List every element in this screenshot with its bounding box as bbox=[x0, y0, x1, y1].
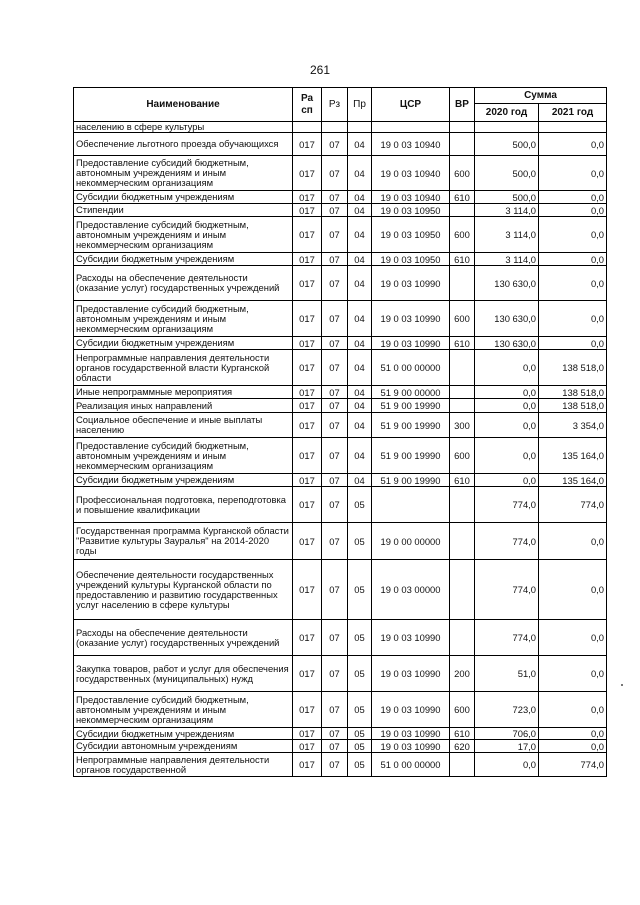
cell-ra: 017 bbox=[293, 487, 322, 523]
cell-y2021 bbox=[539, 122, 607, 133]
cell-y2021: 0,0 bbox=[539, 740, 607, 753]
cell-pr bbox=[348, 122, 372, 133]
table-row bbox=[74, 474, 607, 487]
cell-name: Субсидии бюджетным учреждениям bbox=[74, 253, 293, 266]
scan-speck bbox=[621, 684, 623, 686]
cell-rz: 07 bbox=[322, 753, 348, 777]
cell-vr bbox=[450, 560, 475, 620]
cell-y2021: 0,0 bbox=[539, 266, 607, 301]
cell-pr: 05 bbox=[348, 620, 372, 656]
cell-pr: 05 bbox=[348, 740, 372, 753]
cell-y2021: 0,0 bbox=[539, 217, 607, 253]
cell-y2021: 0,0 bbox=[539, 728, 607, 740]
cell-rz: 07 bbox=[322, 301, 348, 337]
cell-vr: 600 bbox=[450, 692, 475, 728]
table-row bbox=[74, 399, 607, 413]
header-2020: 2020 год bbox=[475, 104, 539, 122]
cell-vr bbox=[450, 620, 475, 656]
cell-name: Расходы на обеспечение деятельности (оказание услуг) государственных учреждений bbox=[74, 620, 293, 656]
cell-y2021: 3 354,0 bbox=[539, 413, 607, 438]
cell-pr: 04 bbox=[348, 399, 372, 413]
cell-vr: 620 bbox=[450, 740, 475, 753]
table-row bbox=[74, 301, 607, 337]
cell-y2020: 0,0 bbox=[475, 413, 539, 438]
cell-pr: 04 bbox=[348, 253, 372, 266]
cell-pr: 04 bbox=[348, 266, 372, 301]
cell-name: Непрограммные направления деятельности органов государственной власти Курганской области bbox=[74, 350, 293, 386]
cell-y2020: 3 114,0 bbox=[475, 217, 539, 253]
cell-vr: 600 bbox=[450, 156, 475, 191]
cell-rz: 07 bbox=[322, 620, 348, 656]
cell-y2020: 130 630,0 bbox=[475, 337, 539, 350]
cell-y2021: 135 164,0 bbox=[539, 438, 607, 474]
cell-vr bbox=[450, 350, 475, 386]
cell-name: Субсидии бюджетным учреждениям bbox=[74, 728, 293, 740]
cell-y2020: 500,0 bbox=[475, 156, 539, 191]
cell-ra: 017 bbox=[293, 692, 322, 728]
cell-vr: 610 bbox=[450, 474, 475, 487]
cell-y2020: 3 114,0 bbox=[475, 204, 539, 217]
cell-vr bbox=[450, 386, 475, 399]
cell-name: Профессиональная подготовка, переподготовка и повышение квалификации bbox=[74, 487, 293, 523]
cell-csr: 19 0 03 10990 bbox=[372, 728, 450, 740]
cell-pr: 05 bbox=[348, 560, 372, 620]
table-row bbox=[74, 753, 607, 777]
cell-name: Предоставление субсидий бюджетным, автономным учреждениям и иным некоммерческим организациям bbox=[74, 692, 293, 728]
cell-y2020: 130 630,0 bbox=[475, 301, 539, 337]
table-row bbox=[74, 122, 607, 133]
cell-name: Предоставление субсидий бюджетным, автономным учреждениям и иным некоммерческим организациям bbox=[74, 217, 293, 253]
cell-csr: 19 0 03 10940 bbox=[372, 133, 450, 156]
cell-ra: 017 bbox=[293, 740, 322, 753]
table-row bbox=[74, 438, 607, 474]
cell-csr: 19 0 03 10990 bbox=[372, 266, 450, 301]
cell-ra: 017 bbox=[293, 386, 322, 399]
cell-y2020: 774,0 bbox=[475, 487, 539, 523]
cell-rz: 07 bbox=[322, 399, 348, 413]
cell-pr: 04 bbox=[348, 217, 372, 253]
table-row bbox=[74, 204, 607, 217]
cell-pr: 04 bbox=[348, 191, 372, 204]
budget-table bbox=[73, 87, 607, 777]
cell-ra: 017 bbox=[293, 266, 322, 301]
cell-y2020: 706,0 bbox=[475, 728, 539, 740]
cell-vr: 610 bbox=[450, 337, 475, 350]
cell-ra: 017 bbox=[293, 438, 322, 474]
cell-csr: 51 9 00 19990 bbox=[372, 438, 450, 474]
cell-csr: 51 9 00 00000 bbox=[372, 386, 450, 399]
cell-y2020: 51,0 bbox=[475, 656, 539, 692]
cell-csr: 51 0 00 00000 bbox=[372, 350, 450, 386]
table-row bbox=[74, 560, 607, 620]
cell-name: Непрограммные направления деятельности органов государственной bbox=[74, 753, 293, 777]
header-rasp: Ра сп bbox=[293, 88, 322, 122]
cell-y2021: 0,0 bbox=[539, 301, 607, 337]
cell-vr: 300 bbox=[450, 413, 475, 438]
cell-y2020: 0,0 bbox=[475, 350, 539, 386]
cell-y2021: 0,0 bbox=[539, 337, 607, 350]
cell-pr: 05 bbox=[348, 523, 372, 560]
cell-vr bbox=[450, 523, 475, 560]
cell-y2020: 0,0 bbox=[475, 474, 539, 487]
cell-vr: 610 bbox=[450, 728, 475, 740]
cell-name: Закупка товаров, работ и услуг для обеспечения государственных (муниципальных) нужд bbox=[74, 656, 293, 692]
cell-rz: 07 bbox=[322, 728, 348, 740]
cell-y2021: 135 164,0 bbox=[539, 474, 607, 487]
cell-name: Социальное обеспечение и иные выплаты населению bbox=[74, 413, 293, 438]
cell-csr bbox=[372, 122, 450, 133]
cell-vr bbox=[450, 487, 475, 523]
table-row bbox=[74, 217, 607, 253]
cell-y2021: 0,0 bbox=[539, 692, 607, 728]
cell-name: Субсидии бюджетным учреждениям bbox=[74, 337, 293, 350]
table-row bbox=[74, 191, 607, 204]
cell-name: Расходы на обеспечение деятельности (оказание услуг) государственных учреждений bbox=[74, 266, 293, 301]
cell-rz: 07 bbox=[322, 487, 348, 523]
cell-y2021: 0,0 bbox=[539, 560, 607, 620]
cell-name: Субсидии бюджетным учреждениям bbox=[74, 191, 293, 204]
cell-csr: 51 9 00 19990 bbox=[372, 474, 450, 487]
cell-rz: 07 bbox=[322, 191, 348, 204]
cell-y2021: 774,0 bbox=[539, 753, 607, 777]
header-csr: ЦСР bbox=[372, 88, 450, 122]
cell-csr: 19 0 00 00000 bbox=[372, 523, 450, 560]
header-pr: Пр bbox=[348, 88, 372, 122]
cell-csr bbox=[372, 487, 450, 523]
cell-y2021: 0,0 bbox=[539, 133, 607, 156]
cell-vr bbox=[450, 753, 475, 777]
table-row bbox=[74, 487, 607, 523]
cell-vr bbox=[450, 266, 475, 301]
cell-csr: 19 0 03 10990 bbox=[372, 656, 450, 692]
cell-vr bbox=[450, 204, 475, 217]
cell-ra: 017 bbox=[293, 350, 322, 386]
cell-name: Иные непрограммные мероприятия bbox=[74, 386, 293, 399]
cell-rz: 07 bbox=[322, 350, 348, 386]
cell-y2020 bbox=[475, 122, 539, 133]
cell-pr: 04 bbox=[348, 438, 372, 474]
cell-ra: 017 bbox=[293, 753, 322, 777]
cell-ra: 017 bbox=[293, 620, 322, 656]
cell-name: Обеспечение льготного проезда обучающихся bbox=[74, 133, 293, 156]
cell-rz: 07 bbox=[322, 474, 348, 487]
cell-rz: 07 bbox=[322, 656, 348, 692]
cell-y2020: 723,0 bbox=[475, 692, 539, 728]
cell-y2020: 0,0 bbox=[475, 753, 539, 777]
cell-vr bbox=[450, 399, 475, 413]
cell-ra: 017 bbox=[293, 560, 322, 620]
cell-ra: 017 bbox=[293, 133, 322, 156]
cell-y2020: 500,0 bbox=[475, 191, 539, 204]
cell-ra bbox=[293, 122, 322, 133]
table-row bbox=[74, 337, 607, 350]
cell-csr: 19 0 03 10940 bbox=[372, 156, 450, 191]
table-row bbox=[74, 386, 607, 399]
cell-vr: 600 bbox=[450, 301, 475, 337]
cell-y2020: 0,0 bbox=[475, 386, 539, 399]
cell-y2020: 3 114,0 bbox=[475, 253, 539, 266]
cell-csr: 51 9 00 19990 bbox=[372, 413, 450, 438]
cell-rz: 07 bbox=[322, 413, 348, 438]
cell-y2021: 0,0 bbox=[539, 253, 607, 266]
cell-vr: 610 bbox=[450, 191, 475, 204]
cell-name: Реализация иных направлений bbox=[74, 399, 293, 413]
cell-rz: 07 bbox=[322, 692, 348, 728]
cell-y2021: 0,0 bbox=[539, 156, 607, 191]
header-sum: Сумма bbox=[475, 88, 607, 104]
cell-csr: 19 0 03 10990 bbox=[372, 740, 450, 753]
cell-pr: 04 bbox=[348, 337, 372, 350]
cell-vr: 600 bbox=[450, 438, 475, 474]
table-row bbox=[74, 523, 607, 560]
cell-pr: 04 bbox=[348, 350, 372, 386]
cell-vr bbox=[450, 133, 475, 156]
cell-rz: 07 bbox=[322, 156, 348, 191]
cell-name: Обеспечение деятельности государственных учреждений культуры Курганской области по предоставлению и развитию государственных услуг населению в сфере культуры bbox=[74, 560, 293, 620]
cell-y2020: 774,0 bbox=[475, 560, 539, 620]
cell-csr: 19 0 03 10990 bbox=[372, 301, 450, 337]
cell-pr: 04 bbox=[348, 301, 372, 337]
cell-pr: 05 bbox=[348, 753, 372, 777]
cell-y2021: 138 518,0 bbox=[539, 386, 607, 399]
cell-y2020: 130 630,0 bbox=[475, 266, 539, 301]
cell-name: населению в сфере культуры bbox=[74, 122, 293, 133]
header-name: Наименование bbox=[74, 88, 293, 122]
cell-csr: 19 0 03 10990 bbox=[372, 620, 450, 656]
cell-name: Субсидии бюджетным учреждениям bbox=[74, 474, 293, 487]
table-row bbox=[74, 253, 607, 266]
cell-pr: 05 bbox=[348, 656, 372, 692]
cell-csr: 19 0 03 10950 bbox=[372, 217, 450, 253]
cell-y2020: 774,0 bbox=[475, 523, 539, 560]
cell-y2021: 0,0 bbox=[539, 523, 607, 560]
cell-ra: 017 bbox=[293, 413, 322, 438]
cell-ra: 017 bbox=[293, 728, 322, 740]
page-number: 261 bbox=[309, 63, 331, 77]
cell-y2020: 0,0 bbox=[475, 399, 539, 413]
header-rz: Рз bbox=[322, 88, 348, 122]
table-row bbox=[74, 620, 607, 656]
cell-csr: 51 9 00 19990 bbox=[372, 399, 450, 413]
table-row bbox=[74, 350, 607, 386]
cell-pr: 04 bbox=[348, 204, 372, 217]
cell-rz: 07 bbox=[322, 133, 348, 156]
cell-csr: 51 0 00 00000 bbox=[372, 753, 450, 777]
cell-y2021: 138 518,0 bbox=[539, 399, 607, 413]
cell-rz bbox=[322, 122, 348, 133]
cell-y2021: 0,0 bbox=[539, 620, 607, 656]
cell-rz: 07 bbox=[322, 386, 348, 399]
cell-rz: 07 bbox=[322, 266, 348, 301]
table-row bbox=[74, 740, 607, 753]
cell-csr: 19 0 03 10990 bbox=[372, 337, 450, 350]
cell-name: Предоставление субсидий бюджетным, автономным учреждениям и иным некоммерческим организациям bbox=[74, 156, 293, 191]
cell-ra: 017 bbox=[293, 399, 322, 413]
cell-pr: 04 bbox=[348, 156, 372, 191]
cell-ra: 017 bbox=[293, 656, 322, 692]
table-body bbox=[74, 122, 607, 777]
cell-rz: 07 bbox=[322, 337, 348, 350]
cell-y2020: 17,0 bbox=[475, 740, 539, 753]
cell-rz: 07 bbox=[322, 523, 348, 560]
header-2021: 2021 год bbox=[539, 104, 607, 122]
cell-y2020: 774,0 bbox=[475, 620, 539, 656]
cell-y2020: 0,0 bbox=[475, 438, 539, 474]
cell-rz: 07 bbox=[322, 253, 348, 266]
cell-pr: 05 bbox=[348, 692, 372, 728]
cell-pr: 04 bbox=[348, 474, 372, 487]
cell-ra: 017 bbox=[293, 474, 322, 487]
cell-csr: 19 0 03 00000 bbox=[372, 560, 450, 620]
cell-name: Предоставление субсидий бюджетным, автономным учреждениям и иным некоммерческим организациям bbox=[74, 438, 293, 474]
cell-y2021: 0,0 bbox=[539, 191, 607, 204]
cell-ra: 017 bbox=[293, 253, 322, 266]
table-row bbox=[74, 728, 607, 740]
cell-ra: 017 bbox=[293, 523, 322, 560]
cell-csr: 19 0 03 10940 bbox=[372, 191, 450, 204]
cell-csr: 19 0 03 10950 bbox=[372, 253, 450, 266]
cell-pr: 05 bbox=[348, 728, 372, 740]
cell-rz: 07 bbox=[322, 204, 348, 217]
cell-csr: 19 0 03 10950 bbox=[372, 204, 450, 217]
cell-vr: 200 bbox=[450, 656, 475, 692]
cell-vr: 610 bbox=[450, 253, 475, 266]
table-row bbox=[74, 656, 607, 692]
cell-ra: 017 bbox=[293, 156, 322, 191]
cell-ra: 017 bbox=[293, 301, 322, 337]
cell-ra: 017 bbox=[293, 191, 322, 204]
cell-rz: 07 bbox=[322, 560, 348, 620]
table-row bbox=[74, 692, 607, 728]
cell-rz: 07 bbox=[322, 740, 348, 753]
cell-ra: 017 bbox=[293, 217, 322, 253]
table-row bbox=[74, 413, 607, 438]
cell-y2020: 500,0 bbox=[475, 133, 539, 156]
table-row bbox=[74, 266, 607, 301]
cell-y2021: 0,0 bbox=[539, 204, 607, 217]
table-row bbox=[74, 133, 607, 156]
cell-ra: 017 bbox=[293, 204, 322, 217]
cell-y2021: 138 518,0 bbox=[539, 350, 607, 386]
cell-vr: 600 bbox=[450, 217, 475, 253]
cell-name: Государственная программа Курганской области "Развитие культуры Зауралья" на 2014-2020 годы bbox=[74, 523, 293, 560]
header-vr: ВР bbox=[450, 88, 475, 122]
cell-pr: 04 bbox=[348, 133, 372, 156]
cell-ra: 017 bbox=[293, 337, 322, 350]
cell-name: Субсидии автономным учреждениям bbox=[74, 740, 293, 753]
cell-vr bbox=[450, 122, 475, 133]
table-row bbox=[74, 156, 607, 191]
cell-pr: 05 bbox=[348, 487, 372, 523]
cell-y2021: 0,0 bbox=[539, 656, 607, 692]
cell-pr: 04 bbox=[348, 413, 372, 438]
cell-name: Предоставление субсидий бюджетным, автономным учреждениям и иным некоммерческим организациям bbox=[74, 301, 293, 337]
cell-pr: 04 bbox=[348, 386, 372, 399]
cell-rz: 07 bbox=[322, 438, 348, 474]
cell-rz: 07 bbox=[322, 217, 348, 253]
cell-y2021: 774,0 bbox=[539, 487, 607, 523]
cell-csr: 19 0 03 10990 bbox=[372, 692, 450, 728]
cell-name: Стипендии bbox=[74, 204, 293, 217]
